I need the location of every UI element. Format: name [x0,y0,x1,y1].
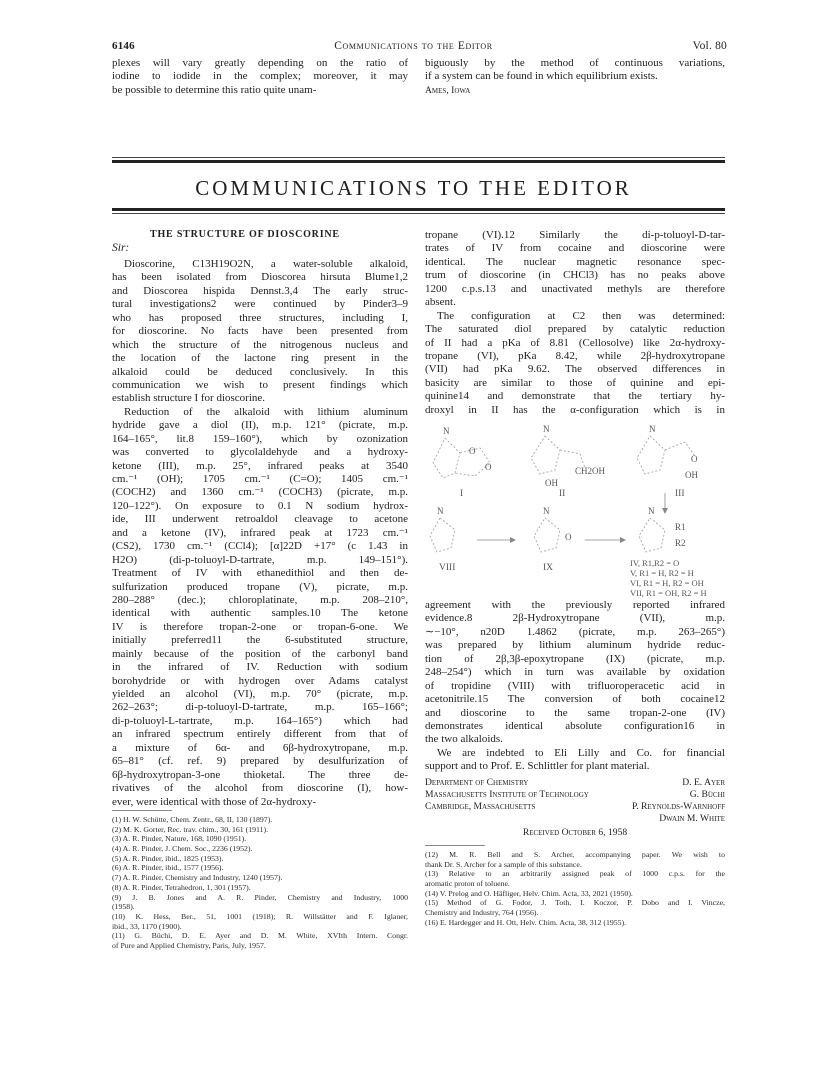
legend-v: V, R1 = H, R2 = H [630,568,694,578]
text-line: identical. The nuclear magnetic resonance spec- [425,255,725,268]
atom-n-label: N [437,506,444,516]
department: Department of Chemistry [425,777,529,788]
section-title: COMMUNICATIONS TO THE EDITOR [195,176,632,200]
right-footnotes [425,850,725,928]
text-line: ibid., 33, 1170 (1900). [112,921,182,931]
atom-oh-label: OH [685,470,698,480]
text-line: (1958). [112,902,135,912]
atom-n-label: N [443,426,450,436]
text-line: (11) G. Büchi, D. E. Ayer and D. M. White, XVIth Intern. Congr. [112,931,408,941]
arrow-head [510,537,516,543]
text-line: The saturated diol prepared by catalytic reduction [425,323,725,336]
text-line: and a ketone (IV), infrared peak at 1723 cm.⁻¹ [112,526,408,539]
atom-o-label: O [691,454,698,464]
text-line: ever, were identical with those of 2α-hydroxy- [112,795,317,808]
text-line: mainly because of the position of the carbonyl band [112,647,408,660]
section-rule-bottom [112,213,725,214]
author: G. Büchi [689,789,725,800]
arrow-head [662,508,668,514]
text-line: sulfurization produced tropane (V), picrate, m.p. [112,580,408,593]
text-line: rivatives of the alcohol from dioscorine (I), how- [112,782,408,795]
legend-iv: IV, R1,R2 = O [630,558,680,568]
text-line: (9) J. B. Jones and A. R. Pinder, Chemistry and Industry, 1000 [112,892,408,902]
text-line: be possible to determine this ratio quite unam- [112,83,317,96]
text-line: tropane (VI).12 Similarly the di-p-toluoyl-D-tar- [425,229,725,241]
text-line: agreement with the previously reported infrared [425,599,725,611]
top-right-continuation [425,57,725,97]
text-line: 120–122°). On exposure to 0.1 N sodium hydrox- [112,499,408,512]
atom-n-label: N [543,424,550,434]
text-line: tural investigations2 were continued by Pinder3–9 [112,298,408,311]
text-line: demonstrates identical absolute configuration16 in [425,719,725,732]
text-line: trates of IV from cocaine and dioscorine were [425,242,725,255]
volume-label: Vol. 80 [692,40,727,52]
text-line: 164–165°, lit.8 159–160°), which by ozonization [112,432,408,445]
text-line: if a system can be found in which equilibrium exists. [425,70,658,83]
atom-oh-label: OH [545,478,558,488]
text-line: cm.⁻¹ (OH); 1705 cm.⁻¹ (C=O); 1405 cm.⁻¹ [112,473,408,485]
structure-iii-ring [637,436,665,474]
running-title: Communications to the Editor [334,40,493,52]
text-line: of Pure and Applied Chemistry, Paris, July, 1957. [112,940,266,950]
author: P. Reynolds-Warnhoff [631,801,725,812]
text-line: (3) A. R. Pinder, Nature, 168, 1090 (1951). [112,834,247,844]
text-line: of tropidine (VIII) with trifluoroperacetic acid in [425,679,725,692]
text-line: borohydride or with hydrogen over Adams catalyst [112,674,408,687]
text-line: 65–81° (cf. ref. 9) prepared by desulfurization of [112,755,408,768]
text-line: biguously by the method of continuous variations, [425,57,725,69]
institution: Massachusetts Institute of Technology [425,789,589,800]
atom-n-label: N [649,424,656,434]
text-line: the location of the lactone ring present in the [112,352,408,365]
left-column-body [112,258,408,809]
text-line: trum of dioscorine (in CHCl3) has no peaks above [425,269,725,282]
label-iii: III [675,489,685,499]
structure-iv-vii-ring [639,518,665,552]
section-rule-bottom-thick [112,208,725,211]
text-line: acetonitrile.15 The conversion of both cocaine12 [425,693,725,706]
text-line: (VII) had pKa 9.62. The observed differences in [425,363,725,376]
author: Dwain M. White [659,813,725,824]
text-line: (2) M. K. Gorter, Rec. trav. chim., 30, 161 (1911). [112,824,269,834]
text-line: was prepared by lithium aluminum hydride reduc- [425,639,725,652]
text-line: Treatment of IV with ethanedithiol and then de- [112,567,408,580]
article-title: THE STRUCTURE OF DIOSCORINE [150,229,340,240]
footnote-rule-right [425,845,485,846]
text-line: ∼−10°, n20D 1.4862 (picrate, m.p. 263–265°) [425,625,725,638]
location: Ames, Iowa [425,84,471,96]
text-line: (CS2), 1730 cm.⁻¹ (CCl4); [α]22D +17° (c 1.43 in [112,540,408,553]
text-line: who has proposed three structures, including I, [112,311,408,324]
text-line: The configuration at C2 then was determined: [437,309,725,322]
affiliation-block [425,777,725,825]
atom-o-label: O [565,532,572,542]
left-footnotes [112,815,408,951]
text-line: 262–263°; di-p-toluoyl-D-tartrate, m.p. 165–166°; [112,701,408,714]
text-line: (13) Relative to an arbitrarily assigned peak of 1000 c.p.s. for the [425,869,725,879]
right-column-body-top [425,229,725,417]
atom-n-label: N [648,506,655,516]
atom-o-label: O [485,462,492,472]
structures-svg [425,418,725,598]
salutation: Sir: [112,242,130,254]
text-line: support and to Prof. E. Schlittler for plant material. [425,760,650,773]
text-line: the two alkaloids. [425,733,503,746]
text-line: (4) A. R. Pinder, J. Chem. Soc., 2236 (1952). [112,844,253,854]
text-line: of II had a pKa of 8.81 (Cellosolve) like 2α-hydroxy- [425,336,725,349]
legend-vii: VII, R1 = OH, R2 = H [630,588,707,598]
text-line: (15) Method of G. Fodor, J. Toth, I. Koczor, P. Dobo and I. Vincze, [425,898,725,908]
text-line: (12) M. R. Bell and S. Archer, accompanying paper. We wish to [425,850,725,859]
city: Cambridge, Massachusetts [425,801,536,812]
text-line: thank Dr. S. Archer for a sample of this substance. [425,859,582,869]
label-ix: IX [543,563,554,573]
text-line: and dioscorine to the same tropan-2-one (IV) [425,706,725,719]
text-line: establish structure I for dioscorine. [112,392,266,405]
text-line: basicity are similar to those of quinine and epi- [425,376,725,389]
text-line: has been isolated from Dioscorea hirsuta Blume1,2 [112,271,408,284]
text-line: droxyl in II has the α-configuration which is in [425,403,725,416]
text-line: and Dioscorea hispida Dennst.3,4 The early struc- [112,284,408,297]
text-line: (5) A. R. Pinder, ibid., 1825 (1953). [112,853,224,863]
text-line: di-p-toluoyl-L-tartrate, m.p. 164–165°) which had [112,714,408,727]
text-line: (1) H. W. Schütte, Chem. Zentr., 68, II, 130 (1897). [112,815,273,824]
structure-figure [425,418,725,598]
section-rule-top-thick [112,160,725,163]
text-line: plexes will vary greatly depending on the ratio of [112,57,408,69]
right-column-body-bottom [425,599,725,774]
text-line: which the structure of the nitrogenous nucleus and [112,338,408,351]
atom-ch2oh-label: CH2OH [575,466,606,476]
structure-ii-ring [531,436,560,474]
atom-r1-label: R1 [675,522,686,532]
atom-o-label: O [469,446,476,456]
section-rule-top [112,157,725,158]
label-i: I [460,489,464,499]
text-line: Reduction of the alkaloid with lithium aluminum [124,405,408,418]
text-line: in the infrared of IV. Reduction with sodium [112,661,408,674]
text-line: an infrared spectrum entirely different from that of [112,728,408,741]
text-line: 248–254°) which in turn was available by oxidation [425,666,725,679]
text-line: initially preferred11 the 6-substituted structure, [112,634,408,647]
text-line: (7) A. R. Pinder, Chemistry and Industry, 1240 (1957). [112,873,283,883]
text-line: (6) A. R. Pinder, ibid., 1577 (1956). [112,863,224,873]
text-line: identical with authentic samples.10 The ketone [112,607,408,620]
received-date: Received October 6, 1958 [522,827,628,838]
text-line: We are indebted to Eli Lilly and Co. for financial [437,746,725,759]
text-line: ketone (III), m.p. 25°, infrared peaks at 3540 [112,459,408,472]
atom-n-label: N [543,506,550,516]
author: D. E. Ayer [682,777,725,788]
text-line: alkaloid could be deduced conclusively. In this [112,365,408,378]
text-line: evidence.8 2β-Hydroxytropane (VII), m.p. [425,612,725,625]
text-line: 6β-hydroxytropan-3-one thioketal. The three de- [112,768,408,781]
text-line: (16) E. Hardegger and H. Ott, Helv. Chim. Acta, 38, 312 (1955). [425,917,627,927]
text-line: iodine to iodide in the complex; moreover, it may [112,70,408,83]
text-line: (COCH2) and 1360 cm.⁻¹ (COCH3) (picrate, m.p. [112,486,408,499]
text-line: 1200 c.p.s.13 and unactivated methyls are therefore [425,282,725,295]
text-line: tion of 2β,3β-epoxytropane (IX) (picrate, m.p. [425,652,725,665]
structure-viii-ring [430,518,455,552]
structure-ix-ring [534,518,560,552]
text-line: H2O) (di-p-toluoyl-D-tartrate, m.p. 149–151°). [112,553,408,566]
text-line: a mixture of 6α- and 6β-hydroxytropane, m.p. [112,741,408,754]
text-line: for dioscorine. No facts have been presented from [112,325,408,338]
text-line: (10) K. Hess, Ber., 51, 1001 (1918); R. Willstätter and F. Iglauer, [112,911,408,921]
text-line: Dioscorine, C13H19O2N, a water-soluble alkaloid, [124,258,408,270]
page-number: 6146 [112,40,135,52]
footnote-rule-left [112,810,172,811]
text-line: (14) V. Prelog and O. Häfliger, Helv. Chim. Acta, 33, 2021 (1950). [425,888,633,898]
text-line: ide, III underwent retroaldol cleavage to acetone [112,513,408,526]
label-viii: VIII [439,563,456,573]
text-line: aromatic proton of toluene. [425,879,510,889]
text-line: absent. [425,296,456,309]
legend-vi: VI, R1 = H, R2 = OH [630,578,704,588]
label-ii: II [559,489,566,499]
structure-i-ring [433,438,460,478]
top-left-continuation [112,57,408,97]
text-line: IV is therefore tropan-2-one or tropan-6-one. We [112,620,408,633]
text-line: yielded an alcohol (VI), m.p. 70° (picrate, m.p. [112,688,408,700]
text-line: hydride gave a diol (II), m.p. 121° (picrate, m.p. [112,419,408,432]
atom-r2-label: R2 [675,538,686,548]
text-line: Chemistry and Industry, 764 (1956). [425,908,539,918]
text-line: tropane (VI), pKa 8.42, while 2β-hydroxytropane [425,349,725,362]
text-line: quinine14 and demonstrate that the tertiary hy- [425,390,725,403]
text-line: (8) A. R. Pinder, Tetrahedron, 1, 301 (1957). [112,882,251,892]
text-line: communication we wish to present findings which [112,378,408,391]
text-line: 280–288° (dec.); chloroplatinate, m.p. 208–210°, [112,593,408,606]
arrow-head [620,537,626,543]
text-line: was converted to glycolaldehyde and a hydroxy- [112,446,408,459]
